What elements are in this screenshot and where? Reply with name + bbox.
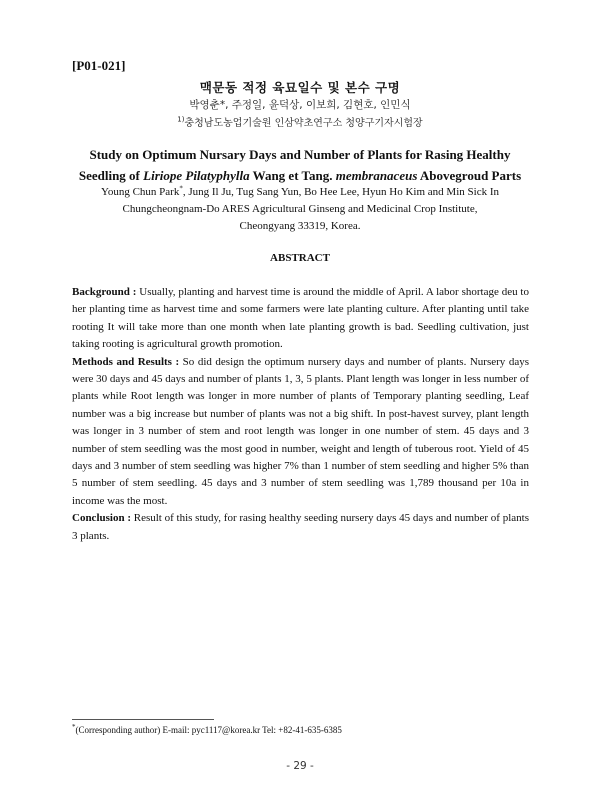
english-title [60, 144, 540, 186]
footnote-mark: * [72, 723, 76, 731]
conclusion-text: Result of this study, for rasing healthy seeding nursery days 45 days and number of plants 3 plants. [72, 512, 529, 542]
conclusion-paragraph [72, 510, 529, 545]
abstract-body [72, 284, 529, 545]
conclusion-label: Conclusion : [72, 512, 131, 525]
title-part: Abovegroud Parts [417, 168, 522, 183]
english-authors-block [60, 184, 540, 235]
background-paragraph [72, 284, 529, 354]
methods-paragraph [72, 354, 529, 511]
korean-title: 맥문동 적정 육묘일수 및 본수 구명 [199, 80, 401, 95]
methods-label: Methods and Results : [72, 355, 180, 368]
corresponding-mark: * [179, 184, 183, 193]
title-part: Seedling of [78, 168, 144, 183]
footnote-divider [72, 719, 214, 720]
affiliation-mark: 1) [177, 115, 185, 124]
korean-affiliation-text: 충청남도농업기술원 인삼약초연구소 청양구기자시험장 [184, 118, 423, 129]
coauthors: , Jung Il Ju, Tug Sang Yun, Bo Hee Lee, Hyun Ho Kim and Min Sick In [182, 186, 499, 198]
first-author: Young Chun Park [101, 186, 180, 198]
paper-id: [P01-021] [72, 58, 126, 73]
english-title-line2 [60, 165, 540, 186]
background-text: Usually, planting and harvest time is around the middle of April. A labor shortage deu to her planting time as harvest time and some farmers were late planting culture. After planting until take rooting It will take more than one month when late planting growth is bad. Seedling cultivation, just taking rooting is agricultural growth promotion. [72, 286, 529, 351]
korean-authors: 박영춘*, 주정일, 윤덕상, 이보희, 김현호, 인민식 [189, 99, 411, 111]
species-name: Liriope Pilatyphylla [143, 168, 250, 183]
page-number: - 29 - [286, 760, 314, 772]
title-part: Wang et Tang. [249, 168, 336, 183]
background-label: Background : [72, 286, 137, 298]
species-epithet: membranaceus [335, 168, 418, 183]
korean-affiliation [0, 114, 600, 129]
methods-text: So did design the optimum nursery days and number of plants. Nursery days were 30 days and 45 days and number of plants 1, 3, 5 plants. Plant length was longer in less number of plants while Root length was longer in more number of plants of Temporary planting seedling, Leaf number was a big increase but number of plants was not a big shift. In post-havest survey, plant length was longer in 3 number of stem and root length was longer in one number of stem. 45 days and 3 number of stem seedling was the most good in number, weight and length of tuberous root. Yield of 45 days and 3 number of stem seedling was higher 7% than 1 number of stem seedling and higher 5% than 5 number of stem seedling. 45 days and 3 number of stem seedling was 1,789 thousand per 10a in income was the most. [72, 355, 529, 507]
abstract-heading: ABSTRACT [270, 252, 330, 264]
english-title-line1: Study on Optimum Nursary Days and Number of Plants for Rasing Healthy [89, 147, 511, 162]
english-affiliation-line1: Chungcheongnam-Do ARES Agricultural Ginseng and Medicinal Crop Institute, [122, 203, 478, 215]
footnote-text: (Corresponding author) E-mail: pyc1117@korea.kr Tel: +82-41-635-6385 [75, 725, 342, 735]
english-affiliation-line2: Cheongyang 33319, Korea. [239, 220, 361, 232]
footnote [72, 725, 342, 735]
english-authors [60, 184, 540, 201]
